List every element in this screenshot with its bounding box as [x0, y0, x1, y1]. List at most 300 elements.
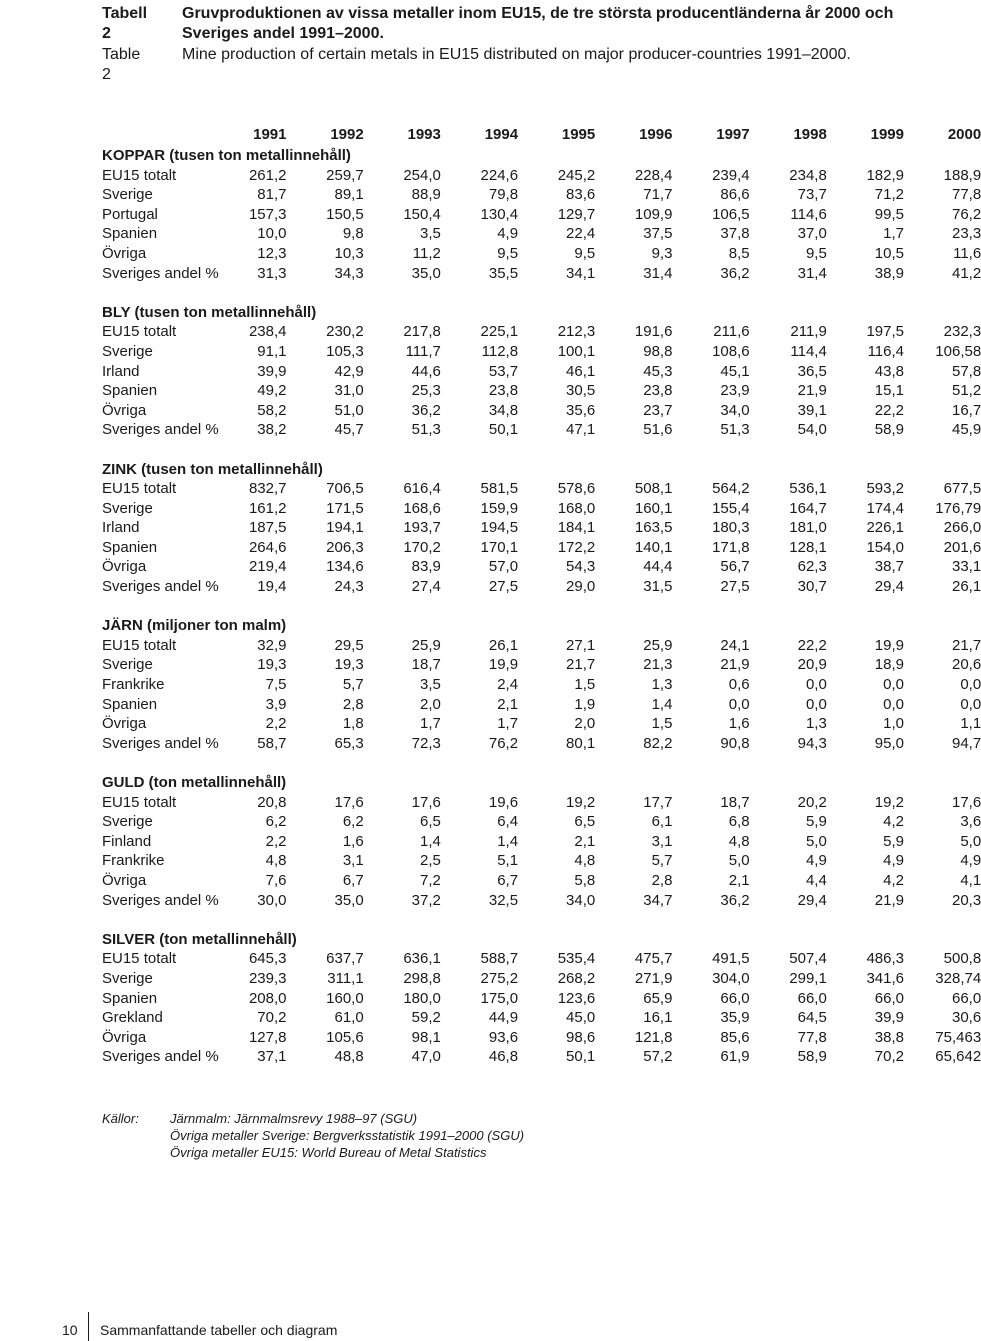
- table-cell: 6,7: [342, 871, 364, 889]
- table-cell: 212,3: [557, 323, 596, 341]
- table-row: [102, 224, 981, 244]
- table-row: [102, 166, 981, 186]
- sources-list: [170, 1110, 524, 1161]
- table-cell: 123,6: [557, 989, 596, 1007]
- section-title: BLY (tusen ton metallinnehåll): [102, 303, 317, 321]
- table-cell: 6,8: [728, 813, 750, 831]
- table-cell: 211,6: [713, 323, 750, 341]
- table-cell: 39,1: [797, 401, 827, 419]
- table-cell: 5,0: [805, 832, 827, 850]
- table-cell: 259,7: [326, 166, 364, 184]
- table-row: [102, 362, 981, 382]
- metal-section: [102, 460, 981, 617]
- table-cell: 42,9: [334, 362, 364, 380]
- table-cell: 66,0: [797, 989, 827, 1007]
- year-header-cell: 1991: [253, 126, 287, 144]
- year-header-cell: 1997: [716, 126, 750, 144]
- row-label: Spanien: [102, 225, 158, 243]
- row-cells: [232, 577, 981, 597]
- row-label: Sveriges andel %: [102, 1048, 219, 1066]
- table-cell: 2,4: [497, 676, 519, 694]
- table-cell: 4,8: [574, 852, 596, 870]
- row-label: Portugal: [102, 205, 158, 223]
- table-title-english: Mine production of certain metals in EU15 distributed on major producer-countries 1991–2000.: [182, 46, 851, 63]
- table-cell: 37,0: [797, 225, 827, 243]
- table-cell: 6,2: [342, 813, 364, 831]
- table-cell: 154,0: [866, 538, 904, 556]
- row-cells: [232, 851, 981, 871]
- table-cell: 73,7: [797, 186, 827, 204]
- table-cell: 109,9: [634, 205, 673, 223]
- row-cells: [232, 675, 981, 695]
- table-cell: 5,9: [805, 813, 827, 831]
- table-cell: 85,6: [720, 1028, 750, 1046]
- table-row: [102, 499, 981, 519]
- table-cell: 500,8: [943, 950, 981, 968]
- table-cell: 99,5: [874, 205, 904, 223]
- row-label: Irland: [102, 519, 140, 537]
- table-cell: 20,2: [797, 793, 827, 811]
- table-cell: 18,7: [411, 656, 441, 674]
- page-number: 10: [62, 1322, 78, 1338]
- row-cells: [232, 479, 981, 499]
- table-cell: 57,8: [951, 362, 981, 380]
- table-cell: 37,1: [257, 1048, 287, 1066]
- row-cells: [232, 891, 981, 911]
- table-cell: 230,2: [326, 323, 364, 341]
- table-cell: 311,1: [327, 969, 364, 987]
- table-cell: 6,4: [497, 813, 519, 831]
- row-label: Sverige: [102, 813, 153, 831]
- table-row: [102, 891, 981, 911]
- table-cell: 121,8: [634, 1028, 673, 1046]
- table-cell: 35,6: [566, 401, 596, 419]
- table-cell: 5,7: [651, 852, 673, 870]
- table-cell: 1,3: [651, 676, 673, 694]
- table-cell: 155,4: [712, 499, 750, 517]
- table-cell: 23,8: [643, 382, 673, 400]
- table-cell: 61,9: [720, 1048, 750, 1066]
- table-cell: 637,7: [326, 950, 364, 968]
- table-cell: 94,3: [797, 734, 827, 752]
- table-row: [102, 342, 981, 362]
- table-cell: 171,5: [326, 499, 364, 517]
- table-cell: 35,9: [720, 1009, 750, 1027]
- table-cell: 45,3: [643, 362, 673, 380]
- table-cell: 54,3: [566, 558, 596, 576]
- table-cell: 98,1: [411, 1028, 441, 1046]
- row-cells: [232, 538, 981, 558]
- table-cell: 57,2: [643, 1048, 673, 1066]
- year-header-cells: [232, 125, 981, 145]
- table-row: [102, 322, 981, 342]
- table-cell: 64,5: [797, 1009, 827, 1027]
- table-cell: 1,6: [342, 832, 364, 850]
- table-cell: 304,0: [712, 969, 750, 987]
- table-cell: 58,7: [257, 734, 287, 752]
- table-cell: 77,8: [797, 1028, 827, 1046]
- metal-section: [102, 303, 981, 460]
- production-table: [102, 124, 981, 1067]
- section-gap: [102, 597, 952, 617]
- table-cell: 116,4: [867, 342, 904, 360]
- table-cell: 191,6: [634, 323, 673, 341]
- table-cell: 98,6: [566, 1028, 596, 1046]
- table-cell: 275,2: [480, 969, 519, 987]
- table-cell: 225,1: [480, 323, 519, 341]
- row-cells: [232, 499, 981, 519]
- section-title: JÄRN (miljoner ton malm): [102, 617, 287, 635]
- section-title: SILVER (ton metallinnehåll): [102, 930, 297, 948]
- row-label: EU15 totalt: [102, 793, 177, 811]
- table-cell: 2,2: [265, 832, 287, 850]
- table-cell: 535,4: [557, 950, 596, 968]
- table-cell: 175,0: [480, 989, 519, 1007]
- table-cell: 706,5: [326, 480, 364, 498]
- table-cell: 58,9: [797, 1048, 827, 1066]
- table-cell: 79,8: [488, 186, 519, 204]
- table-cell: 56,7: [720, 558, 750, 576]
- table-cell: 62,3: [797, 558, 827, 576]
- row-label: Övriga: [102, 715, 147, 733]
- table-cell: 197,5: [866, 323, 904, 341]
- table-cell: 77,8: [951, 186, 981, 204]
- table-cell: 46,8: [488, 1048, 519, 1066]
- table-row: [102, 695, 981, 715]
- table-cell: 507,4: [789, 950, 827, 968]
- table-row: [102, 636, 981, 656]
- table-row: [102, 949, 981, 969]
- row-cells: [232, 420, 981, 440]
- table-cell: 65,9: [643, 989, 673, 1007]
- row-cells: [232, 969, 981, 989]
- table-cell: 31,0: [334, 382, 364, 400]
- table-cell: 80,1: [566, 734, 596, 752]
- table-cell: 1,4: [420, 832, 441, 850]
- table-cell: 39,9: [257, 362, 287, 380]
- table-cell: 0,0: [728, 695, 750, 713]
- table-cell: 21,9: [720, 656, 750, 674]
- row-label: Sverige: [102, 342, 153, 360]
- table-cell: 31,4: [797, 264, 827, 282]
- table-cell: 36,2: [720, 891, 750, 909]
- table-cell: 491,5: [712, 950, 750, 968]
- table-cell: 106,58: [935, 342, 981, 360]
- table-cell: 1,7: [497, 715, 519, 733]
- table-cell: 106,5: [712, 205, 750, 223]
- row-label: Övriga: [102, 871, 147, 889]
- table-cell: 9,5: [497, 244, 519, 262]
- table-cell: 4,9: [805, 852, 827, 870]
- section-title: KOPPAR (tusen ton metallinnehåll): [102, 147, 351, 164]
- table-cell: 43,8: [874, 362, 904, 380]
- sources-label: Källor:: [102, 1111, 139, 1126]
- table-cell: 1,6: [728, 715, 750, 733]
- table-cell: 168,6: [403, 499, 441, 517]
- table-row: [102, 812, 981, 832]
- table-cell: 7,5: [265, 676, 287, 694]
- table-cell: 232,3: [943, 323, 981, 341]
- table-cell: 86,6: [720, 186, 750, 204]
- table-cell: 129,7: [557, 205, 596, 223]
- table-cell: 34,8: [488, 401, 519, 419]
- table-cell: 17,6: [411, 793, 441, 811]
- row-cells: [232, 166, 981, 186]
- table-cell: 298,8: [403, 969, 441, 987]
- row-cells: [232, 381, 981, 401]
- table-cell: 264,6: [248, 538, 287, 556]
- row-cells: [232, 244, 981, 264]
- year-header-cell: 1998: [793, 126, 827, 144]
- table-cell: 34,0: [720, 401, 750, 419]
- row-cells: [232, 322, 981, 342]
- row-cells: [232, 636, 981, 656]
- table-cell: 832,7: [248, 480, 287, 498]
- table-cell: 163,5: [634, 519, 673, 537]
- row-label: Övriga: [102, 1028, 147, 1046]
- footer-title: Sammanfattande tabeller och diagram: [100, 1322, 338, 1338]
- table-cell: 30,7: [797, 578, 827, 596]
- table-cell: 3,5: [420, 676, 441, 694]
- table-cell: 76,2: [951, 205, 981, 223]
- table-cell: 475,7: [634, 950, 673, 968]
- row-cells: [232, 518, 981, 538]
- table-cell: 17,6: [951, 793, 981, 811]
- row-label: Frankrike: [102, 676, 165, 694]
- table-cell: 6,5: [574, 813, 596, 831]
- table-cell: 27,4: [411, 578, 441, 596]
- table-cell: 593,2: [866, 480, 904, 498]
- row-label: EU15 totalt: [102, 480, 177, 498]
- table-row: [102, 1047, 981, 1067]
- table-cell: 35,5: [488, 264, 519, 282]
- table-cell: 18,7: [720, 793, 750, 811]
- row-label: Övriga: [102, 558, 147, 576]
- table-cell: 21,3: [643, 656, 673, 674]
- table-cell: 3,6: [960, 813, 981, 831]
- table-cell: 245,2: [557, 166, 596, 184]
- row-label: Sverige: [102, 656, 153, 674]
- table-row: [102, 185, 981, 205]
- row-label: Irland: [102, 362, 140, 380]
- table-row: [102, 1008, 981, 1028]
- table-cell: 7,6: [265, 871, 287, 889]
- table-cell: 7,2: [420, 871, 441, 889]
- table-cell: 34,0: [566, 891, 596, 909]
- table-cell: 1,7: [420, 715, 441, 733]
- table-title-swedish: Gruvproduktionen av vissa metaller inom EU15, de tre största producentländerna år 2000 och Sveriges andel 1991–2000.: [182, 5, 894, 42]
- table-cell: 140,1: [634, 538, 673, 556]
- table-cell: 8,5: [728, 244, 750, 262]
- table-cell: 328,74: [935, 969, 981, 987]
- table-cell: 9,5: [805, 244, 827, 262]
- table-cell: 208,0: [248, 989, 287, 1007]
- table-row: [102, 518, 981, 538]
- year-header-cell: 1992: [330, 126, 364, 144]
- table-cell: 54,0: [797, 421, 827, 439]
- table-cell: 4,4: [805, 871, 827, 889]
- table-cell: 217,8: [403, 323, 441, 341]
- table-cell: 174,4: [866, 499, 904, 517]
- metal-section: [102, 930, 981, 1067]
- table-cell: 271,9: [634, 969, 673, 987]
- table-cell: 21,9: [797, 382, 827, 400]
- table-cell: 578,6: [557, 480, 596, 498]
- table-cell: 2,8: [651, 871, 673, 889]
- table-cell: 35,0: [411, 264, 441, 282]
- table-cell: 71,7: [643, 186, 673, 204]
- table-cell: 10,3: [334, 244, 364, 262]
- row-cells: [232, 871, 981, 891]
- table-cell: 5,0: [728, 852, 750, 870]
- table-cell: 38,2: [257, 421, 287, 439]
- table-cell: 0,0: [883, 676, 904, 694]
- row-cells: [232, 695, 981, 715]
- table-row: [102, 264, 981, 284]
- table-cell: 30,5: [566, 382, 596, 400]
- row-cells: [232, 205, 981, 225]
- table-cell: 22,4: [566, 225, 596, 243]
- table-cell: 19,3: [257, 656, 287, 674]
- row-label: Grekland: [102, 1009, 163, 1027]
- table-cell: 2,8: [342, 695, 364, 713]
- table-cell: 0,6: [728, 676, 750, 694]
- table-cell: 160,0: [326, 989, 364, 1007]
- row-label: Sveriges andel %: [102, 421, 219, 439]
- table-cell: 188,9: [943, 166, 981, 184]
- table-cell: 161,2: [248, 499, 287, 517]
- row-label: Spanien: [102, 989, 158, 1007]
- row-label: EU15 totalt: [102, 636, 177, 654]
- table-cell: 0,0: [883, 695, 904, 713]
- table-cell: 19,3: [334, 656, 364, 674]
- table-cell: 17,6: [334, 793, 364, 811]
- table-cell: 19,6: [488, 793, 519, 811]
- row-label: Spanien: [102, 382, 158, 400]
- table-cell: 61,0: [334, 1009, 364, 1027]
- table-cell: 45,7: [334, 421, 364, 439]
- table-cell: 51,3: [411, 421, 441, 439]
- table-cell: 50,1: [488, 421, 519, 439]
- table-cell: 228,4: [634, 166, 673, 184]
- table-cell: 128,1: [789, 538, 827, 556]
- table-cell: 82,2: [643, 734, 673, 752]
- table-cell: 25,9: [643, 636, 673, 654]
- table-cell: 4,2: [883, 871, 904, 889]
- table-cell: 1,5: [651, 715, 673, 733]
- table-label-swedish: Tabell 2: [102, 5, 148, 42]
- table-cell: 588,7: [480, 950, 519, 968]
- table-cell: 90,8: [720, 734, 750, 752]
- table-cell: 9,3: [651, 244, 673, 262]
- table-cell: 51,6: [643, 421, 673, 439]
- section-title: ZINK (tusen ton metallinnehåll): [102, 460, 323, 478]
- row-cells: [232, 264, 981, 284]
- section-gap: [102, 440, 952, 460]
- year-header-cell: 1999: [870, 126, 904, 144]
- year-header-cell: 1993: [407, 126, 441, 144]
- metal-section: [102, 616, 981, 773]
- table-row: [102, 205, 981, 225]
- table-cell: 1,8: [342, 715, 364, 733]
- page-footer: [0, 1312, 960, 1341]
- table-cell: 261,2: [248, 166, 287, 184]
- table-cell: 194,1: [326, 519, 364, 537]
- row-label: EU15 totalt: [102, 166, 177, 184]
- table-cell: 81,7: [257, 186, 287, 204]
- table-cell: 239,3: [248, 969, 287, 987]
- table-cell: 4,8: [265, 852, 287, 870]
- table-cell: 51,2: [951, 382, 981, 400]
- table-row: [102, 401, 981, 421]
- table-cell: 6,5: [420, 813, 441, 831]
- table-cell: 88,9: [411, 186, 441, 204]
- table-cell: 66,0: [951, 989, 981, 1007]
- row-label: Övriga: [102, 401, 147, 419]
- row-cells: [232, 949, 981, 969]
- table-cell: 50,1: [566, 1048, 596, 1066]
- table-cell: 194,5: [480, 519, 519, 537]
- table-cell: 12,3: [257, 244, 287, 262]
- table-row: [102, 675, 981, 695]
- table-cell: 508,1: [634, 480, 673, 498]
- table-cell: 36,2: [720, 264, 750, 282]
- table-cell: 70,2: [874, 1048, 904, 1066]
- table-cell: 5,1: [497, 852, 519, 870]
- year-header-cell: 2000: [947, 126, 981, 144]
- table-cell: 29,4: [874, 578, 904, 596]
- table-cell: 10,0: [257, 225, 287, 243]
- table-cell: 2,1: [497, 695, 519, 713]
- section-gap: [102, 283, 952, 303]
- table-cell: 111,7: [405, 342, 441, 360]
- row-cells: [232, 1008, 981, 1028]
- table-cell: 31,5: [643, 578, 673, 596]
- table-cell: 160,1: [634, 499, 673, 517]
- table-cell: 34,7: [643, 891, 673, 909]
- table-cell: 3,1: [342, 852, 364, 870]
- table-cell: 37,2: [411, 891, 441, 909]
- table-cell: 72,3: [411, 734, 441, 752]
- year-header-row: [102, 124, 981, 146]
- table-cell: 150,5: [326, 205, 364, 223]
- section-gap: [102, 753, 952, 773]
- table-cell: 268,2: [557, 969, 596, 987]
- year-header-cell: 1996: [639, 126, 673, 144]
- table-cell: 172,2: [557, 538, 596, 556]
- table-cell: 19,9: [488, 656, 519, 674]
- table-cell: 226,1: [866, 519, 904, 537]
- table-cell: 75,463: [935, 1028, 981, 1046]
- table-cell: 27,5: [488, 578, 519, 596]
- table-cell: 17,7: [643, 793, 673, 811]
- table-cell: 65,642: [935, 1048, 981, 1066]
- table-cell: 193,7: [403, 519, 441, 537]
- row-cells: [232, 557, 981, 577]
- table-cell: 22,2: [874, 401, 904, 419]
- table-cell: 206,3: [326, 538, 364, 556]
- table-cell: 53,7: [488, 362, 519, 380]
- table-cell: 11,6: [953, 244, 981, 262]
- table-cell: 219,4: [248, 558, 287, 576]
- table-cell: 5,0: [960, 832, 981, 850]
- table-cell: 5,8: [574, 871, 596, 889]
- table-body: [102, 146, 981, 1067]
- table-cell: 16,1: [643, 1009, 673, 1027]
- table-cell: 31,3: [257, 264, 287, 282]
- table-cell: 18,9: [874, 656, 904, 674]
- table-cell: 2,0: [574, 715, 596, 733]
